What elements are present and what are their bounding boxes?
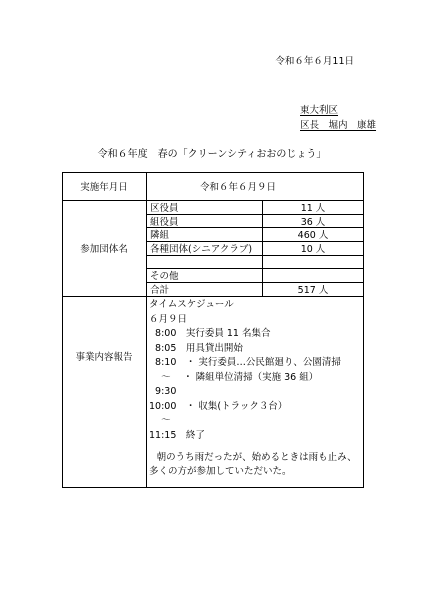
date-value: 令和６年６月９日	[200, 182, 277, 193]
group-count	[262, 268, 364, 282]
schedule-line: ６月９日	[149, 313, 188, 325]
report-note: 朝のうち雨だったが、始めるときは雨も止み、多くの方が参加していただいた。	[149, 452, 357, 477]
group-count	[262, 255, 364, 268]
group-count: 10 人	[300, 244, 326, 255]
schedule-line: 8:00 実行委員 11 名集合	[149, 328, 271, 339]
representative-name: 区長 堀内 康雄	[300, 120, 377, 131]
group-total-count: 517 人	[297, 285, 329, 296]
schedule-line: 8:10 ・ 実行委員…公民館廻り、公園清掃	[149, 357, 341, 368]
document-date: 令和６年６月11日	[275, 56, 354, 67]
schedule-line: 10:00 ・ 収集(トラック３台）	[149, 400, 288, 412]
date-label: 実施年月日	[80, 182, 128, 193]
schedule-line: ～	[149, 415, 171, 426]
group-count: 36 人	[300, 216, 326, 228]
group-name: 隣組	[150, 230, 170, 241]
schedule-line: 11:15 終了	[149, 429, 205, 441]
group-name: 各種団体(シニアクラブ)	[150, 244, 253, 255]
label-column-divider	[146, 172, 147, 488]
group-name: 組役員	[150, 216, 179, 228]
schedule-line: タイムスケジュール	[149, 299, 234, 310]
schedule-line: 8:05 用具貸出開始	[149, 342, 243, 354]
organization-name: 東大利区	[300, 105, 339, 116]
group-count: 460 人	[297, 230, 329, 241]
group-count: 11 人	[300, 203, 326, 214]
details-label: 事業内容報告	[75, 352, 133, 363]
schedule-line: ～ ・ 隣組単位清掃（実施 36 組）	[149, 371, 319, 383]
document-title: 令和６年度 春の「クリーンシティおおのじょう」	[97, 149, 327, 160]
schedule-line: 9:30	[149, 386, 177, 397]
groups-label: 参加団体名	[80, 244, 128, 255]
group-name: 区役員	[150, 203, 179, 214]
group-name: その他	[150, 271, 179, 282]
group-total-label: 合計	[150, 285, 170, 296]
